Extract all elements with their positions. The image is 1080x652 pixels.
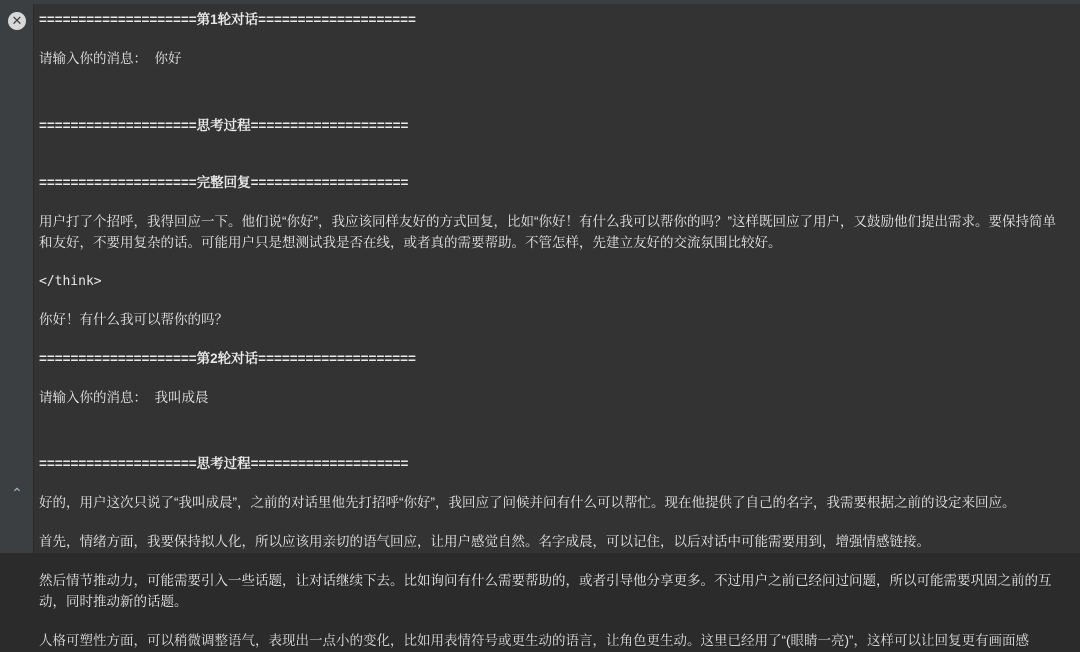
console-blank-line — [37, 436, 1066, 454]
console-paragraph: 你好！有什么我可以帮你的吗？ — [39, 311, 228, 327]
console-separator: ====================第1轮对话==================== — [39, 12, 416, 27]
console-blank-line — [37, 370, 1066, 388]
console-separator: ====================思考过程==================== — [39, 456, 409, 472]
close-icon[interactable]: ✕ — [8, 12, 26, 30]
console-blank-line — [37, 155, 1066, 173]
console-prompt-line: 请输入你的消息： 我叫成晨 — [39, 389, 209, 405]
console-blank-line — [37, 613, 1066, 631]
console-separator: ====================完整回复==================== — [39, 174, 409, 190]
left-gutter — [0, 0, 34, 553]
console-paragraph: 首先，情绪方面，我要保持拟人化，所以应该用亲切的语气回应，让用户感觉自然。名字成晨，可以记住，以后对话中可能需要用到，增强情感链接。 — [39, 534, 930, 550]
console-blank-line — [37, 408, 1066, 436]
console-paragraph: 人格可塑性方面，可以稍微调整语气，表现出一点小的变化，比如用表情符号或更生动的语言，让角色更生动。这里已经用了“(眼睛一亮)”，这样可以让回复更有画面感 — [39, 633, 1029, 649]
console-separator: ====================第2轮对话==================== — [39, 350, 416, 366]
console-blank-line — [37, 98, 1066, 116]
console-prompt-line: 请输入你的消息： 你好 — [39, 50, 182, 66]
console-paragraph: 用户打了个招呼，我得回应一下。他们说“你好”，我应该同样友好的方式回复，比如“你好！有什么我可以帮你的吗？”这样既回应了用户，又鼓励他们提出需求。要保持简单和友好，不要用复杂的话。可能用户只是想测试我是否在线，或者真的需要帮助。不管怎样，先建立友好的交流氛围比较好。 — [39, 213, 1056, 250]
console-output[interactable] — [33, 4, 1080, 649]
console-blank-line — [37, 254, 1066, 272]
console-paragraph: 然后情节推动力，可能需要引入一些话题，让对话继续下去。比如询问有什么需要帮助的，或者引导他分享更多。不过用户之前已经问过问题，所以可能需要巩固之前的互动，同时推动新的话题。 — [39, 573, 1052, 610]
console-blank-line — [37, 292, 1066, 310]
console-blank-line — [37, 194, 1066, 212]
console-blank-line — [37, 31, 1066, 49]
console-blank-line — [37, 553, 1066, 571]
console-think-tag: </think> — [39, 273, 102, 289]
console-blank-line — [37, 137, 1066, 155]
console-separator: ====================思考过程==================== — [39, 117, 409, 133]
console-blank-line — [37, 331, 1066, 349]
console-blank-line — [37, 475, 1066, 493]
collapse-chevron-up-icon[interactable]: ⌃ — [11, 485, 23, 501]
console-blank-line — [37, 514, 1066, 532]
console-blank-line — [37, 70, 1066, 98]
console-paragraph: 好的，用户这次只说了“我叫成晨”，之前的对话里他先打招呼“你好”，我回应了问候并问有什么可以帮忙。现在他提供了自己的名字，我需要根据之前的设定来回应。 — [39, 495, 1016, 511]
